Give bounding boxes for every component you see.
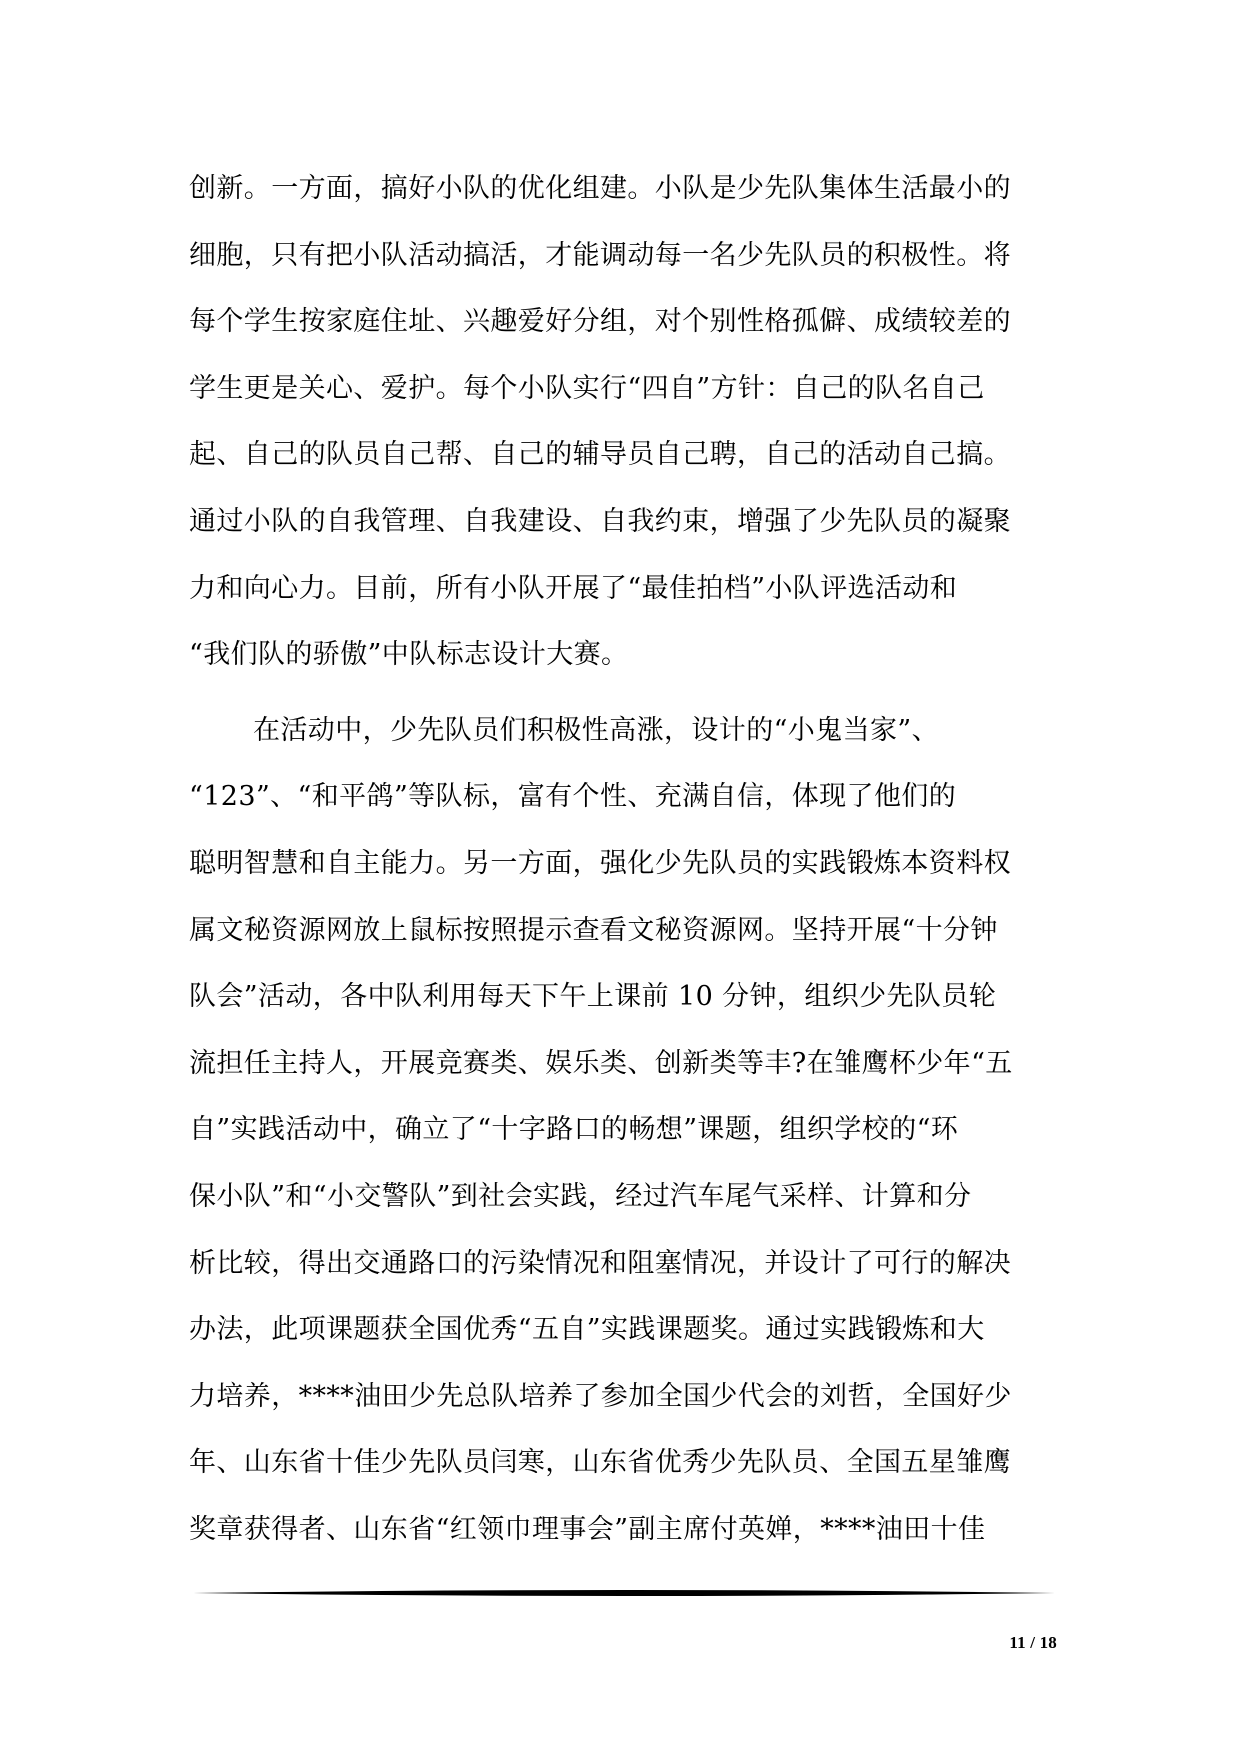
- text-line: 自”实践活动中，确立了“十字路口的畅想”课题，组织学校的“环: [189, 1114, 959, 1146]
- text-line: 创新。一方面，搞好小队的优化组建。小队是少先队集体生活最小的: [189, 173, 1011, 204]
- footer-divider: [193, 1589, 1055, 1597]
- text-line: 通过小队的自我管理、自我建设、自我约束，增强了少先队员的凝聚: [189, 505, 1011, 537]
- text-line: 保小队”和“小交警队”到社会实践，经过汽车尾气采样、计算和分: [189, 1180, 972, 1212]
- text-line: 属文秘资源网放上鼠标按照提示查看文秘资源网。坚持开展“十分钟: [189, 914, 998, 946]
- text-line: 聪明智慧和自主能力。另一方面，强化少先队员的实践锻炼本资料权: [189, 847, 1011, 879]
- text-line: 析比较，得出交通路口的污染情况和阻塞情况，并设计了可行的解决: [189, 1247, 1011, 1279]
- text-line: 队会”活动，各中队利用每天下午上课前 10 分钟，组织少先队员轮: [189, 981, 997, 1013]
- text-line: 起、自己的队员自己帮、自己的辅导员自己聘，自己的活动自己搞。: [189, 439, 1011, 471]
- body-text: [189, 156, 1059, 1563]
- text-line: 办法，此项课题获全国优秀“五自”实践课题奖。通过实践锻炼和大: [189, 1314, 985, 1346]
- text-line: 流担任主持人，开展竞赛类、娱乐类、创新类等丰?在雏鹰杯少年“五: [189, 1047, 1013, 1079]
- text-line: “我们队的骄傲”中队标志设计大赛。: [189, 639, 629, 671]
- paragraph-first-line: 在活动中，少先队员们积极性高涨，设计的“小鬼当家”、: [253, 714, 940, 746]
- text-line: 年、山东省十佳少先队员闫寒，山东省优秀少先队员、全国五星雏鹰: [189, 1447, 1011, 1479]
- text-line: 学生更是关心、爱护。每个小队实行“四自”方针：自己的队名自己: [189, 372, 985, 404]
- text-line: 细胞，只有把小队活动搞活，才能调动每一名少先队员的积极性。将: [189, 239, 1011, 271]
- text-line: “123”、“和平鸽”等队标，富有个性、充满自信，体现了他们的: [189, 781, 957, 813]
- text-line: 每个学生按家庭住址、兴趣爱好分组，对个别性格孤僻、成绩较差的: [189, 306, 1011, 338]
- text-line: 奖章获得者、山东省“红领巾理事会”副主席付英婵，****油田十佳: [189, 1513, 986, 1545]
- text-line: 力培养，****油田少先总队培养了参加全国少代会的刘哲，全国好少: [189, 1380, 1012, 1412]
- text-line: 力和向心力。目前，所有小队开展了“最佳拍档”小队评选活动和: [189, 572, 958, 604]
- page-number: 11 / 18: [1009, 1633, 1057, 1652]
